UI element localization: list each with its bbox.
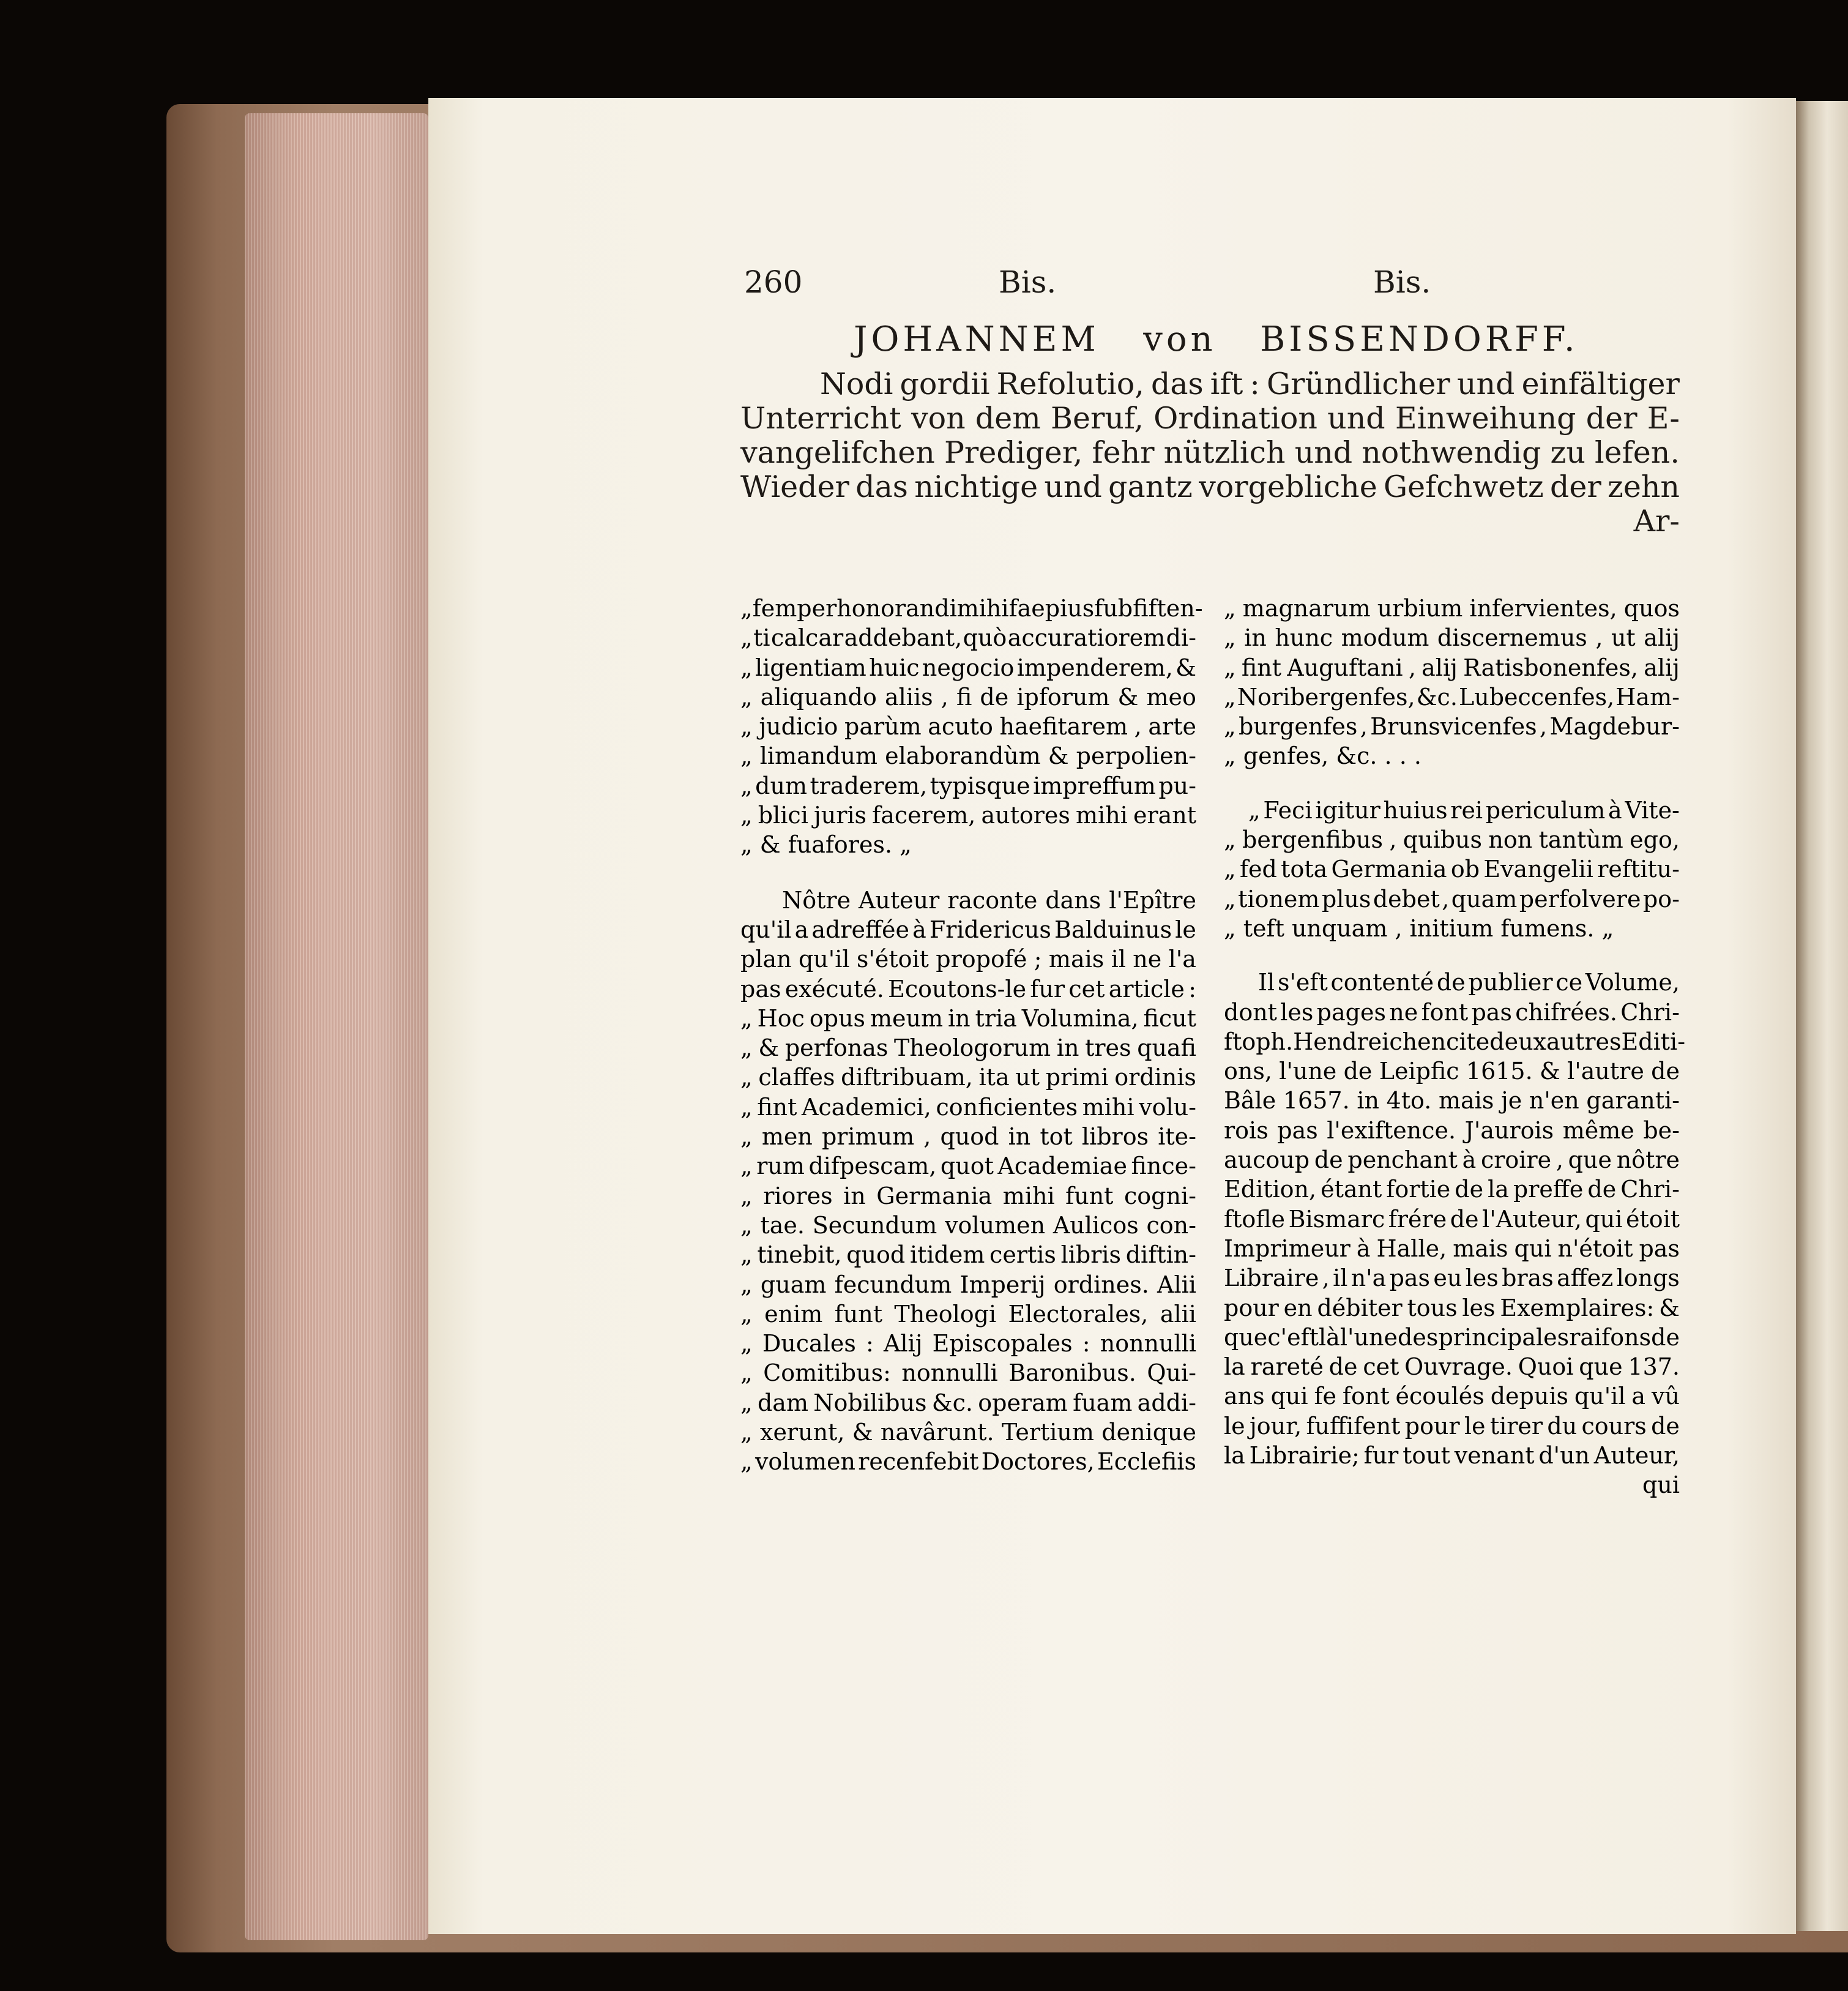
subtitle-line: Ar- (1633, 504, 1680, 539)
text-line: la Librairie; fur tout venant d'un Auteur, (1224, 1442, 1680, 1470)
entry-subtitle (740, 367, 1680, 539)
text-line: ans qui fe font écoulés depuis qu'il a vû (1224, 1383, 1680, 1410)
page-edges (245, 113, 428, 1940)
facing-page-edge (1796, 101, 1848, 1931)
text-line: que c'eft là l'une des principales raifons de (1224, 1323, 1680, 1351)
subtitle-line: Nodi gordii Refolutio, das ift : Gründlicher und einfältiger (820, 367, 1680, 402)
text-line: „ tinebit, quod itidem certis libris diftin- (740, 1241, 1196, 1269)
page-number: 260 (744, 264, 803, 300)
left-column (740, 594, 1203, 1477)
subtitle-line: Wieder das nichtige und gantz vorgebliche Gefchwetz der zehn (740, 469, 1680, 504)
text-line: „ xerunt, & navârunt. Tertium denique (740, 1419, 1196, 1446)
text-line: „ fint Auguftani , alij Ratisbonenfes, alij (1224, 654, 1680, 681)
text-line: Libraire , il n'a pas eu les bras affez longs (1224, 1264, 1680, 1292)
text-line: „ & fuafores. „ (740, 831, 912, 859)
text-line: „ genfes, &c. . . . (1224, 742, 1421, 770)
text-line: pour en débiter tous les Exemplaires: & (1224, 1294, 1680, 1321)
text-line: „ blici juris facerem, autores mihi erant (740, 802, 1196, 829)
running-head-right: Bis. (1373, 264, 1431, 300)
text-line: „ limandum elaborandùm & perpolien- (740, 742, 1196, 770)
text-line: Il s'eft contenté de publier ce Volume, (1258, 969, 1680, 996)
text-line: Bâle 1657. in 4to. mais je n'en garanti- (1224, 1087, 1680, 1115)
text-line: „ Feci igitur huius rei periculum à Vite- (1248, 796, 1680, 824)
text-line: Edition, étant fortie de la preffe de Chri- (1224, 1176, 1680, 1203)
text-line: „ fed tota Germania ob Evangelii reftitu- (1224, 856, 1680, 883)
text-line: „ Ducales : Alij Episcopales : nonnulli (740, 1330, 1196, 1358)
text-line: rois pas l'exiftence. J'aurois même be- (1224, 1116, 1680, 1144)
text-line: ftofle Bismarc frére de l'Auteur, qui étoit (1224, 1205, 1680, 1233)
text-line: Imprimeur à Halle, mais qui n'étoit pas (1224, 1235, 1680, 1262)
text-line: „ magnarum urbium infervientes, quos (1224, 595, 1680, 622)
entry-title: JOHANNEM von BISSENDORFF. (854, 319, 1579, 359)
subtitle-line: vangelifchen Prediger, fehr nützlich und nothwendig zu lefen. (740, 435, 1680, 470)
text-line: „ aliquando aliis , fi de ipforum & meo (740, 683, 1196, 711)
text-line: „ volumen recenfebit Doctores, Ecclefiis (740, 1448, 1196, 1476)
text-line: „ teft unquam , initium fumens. „ (1224, 914, 1614, 942)
text-line: „ judicio parùm acuto haefitarem , arte (740, 713, 1196, 741)
text-line: „ femper honorandi mihi faepius fubfiften- (740, 595, 1203, 622)
text-line: pas exécuté. Ecoutons-le fur cet article : (740, 975, 1196, 1003)
right-column (1224, 594, 1686, 1500)
catchword: qui (1642, 1471, 1680, 1499)
text-line: qu'il a adreffée à Fridericus Balduinus le (740, 916, 1196, 943)
text-line: la rareté de cet Ouvrage. Quoi que 137. (1224, 1353, 1680, 1381)
text-line: „ Noribergenfes, &c. Lubeccenfes, Ham- (1224, 683, 1680, 711)
subtitle-line: Unterricht von dem Beruf, Ordination und Einweihung der E- (740, 401, 1680, 436)
running-head-left: Bis. (999, 264, 1057, 300)
text-line: „ Hoc opus meum in tria Volumina, ficut (740, 1004, 1196, 1032)
text-line: „ tae. Secundum volumen Aulicos con- (740, 1211, 1196, 1239)
text-line: „ ligentiam huic negocio impenderem, & (740, 654, 1196, 681)
text-line: ons, l'une de Leipfic 1615. & l'autre de (1224, 1058, 1680, 1085)
text-line: „ rum difpescam, quot Academiae fince- (740, 1152, 1196, 1180)
text-line: „ Comitibus: nonnulli Baronibus. Qui- (740, 1359, 1196, 1387)
text-line: le jour, fuffifent pour le tirer du cours de (1224, 1412, 1680, 1440)
text-line: „ dum traderem, typisque impreffum pu- (740, 772, 1196, 799)
text-line: „ fint Academici, conficientes mihi volu- (740, 1093, 1196, 1121)
text-line: „ tionem plus debet , quam perfolvere po- (1224, 885, 1680, 913)
text-line: dont les pages ne font pas chifrées. Chri- (1224, 998, 1680, 1026)
text-line: „ guam fecundum Imperij ordines. Alii (740, 1271, 1196, 1298)
text-line: „ bergenfibus , quibus non tantùm ego, (1224, 826, 1680, 854)
text-line: „ ti calcar addebant, quò accuratiorem di- (740, 624, 1196, 652)
text-line: „ riores in Germania mihi funt cogni- (740, 1182, 1196, 1209)
text-line: „ in hunc modum discernemus , ut alij (1224, 624, 1680, 652)
text-line: aucoup de penchant à croire , que nôtre (1224, 1146, 1680, 1174)
text-line: ftoph. Hendreich en cite deux autres Editi- (1224, 1028, 1686, 1055)
text-line: „ & perfonas Theologorum in tres quafi (740, 1034, 1196, 1062)
text-line: „ enim funt Theologi Electorales, alii (740, 1300, 1196, 1328)
text-line: „ burgenfes , Brunsvicenfes , Magdebur- (1224, 713, 1680, 741)
text-line: „ claffes diftribuam, ita ut primi ordinis (740, 1064, 1196, 1091)
text-line: plan qu'il s'étoit propofé ; mais il ne l'a (740, 946, 1196, 973)
text-line: „ men primum , quod in tot libros ite- (740, 1123, 1196, 1151)
text-line: Nôtre Auteur raconte dans l'Epître (782, 886, 1196, 914)
text-line: „ dam Nobilibus &c. operam fuam addi- (740, 1389, 1196, 1416)
